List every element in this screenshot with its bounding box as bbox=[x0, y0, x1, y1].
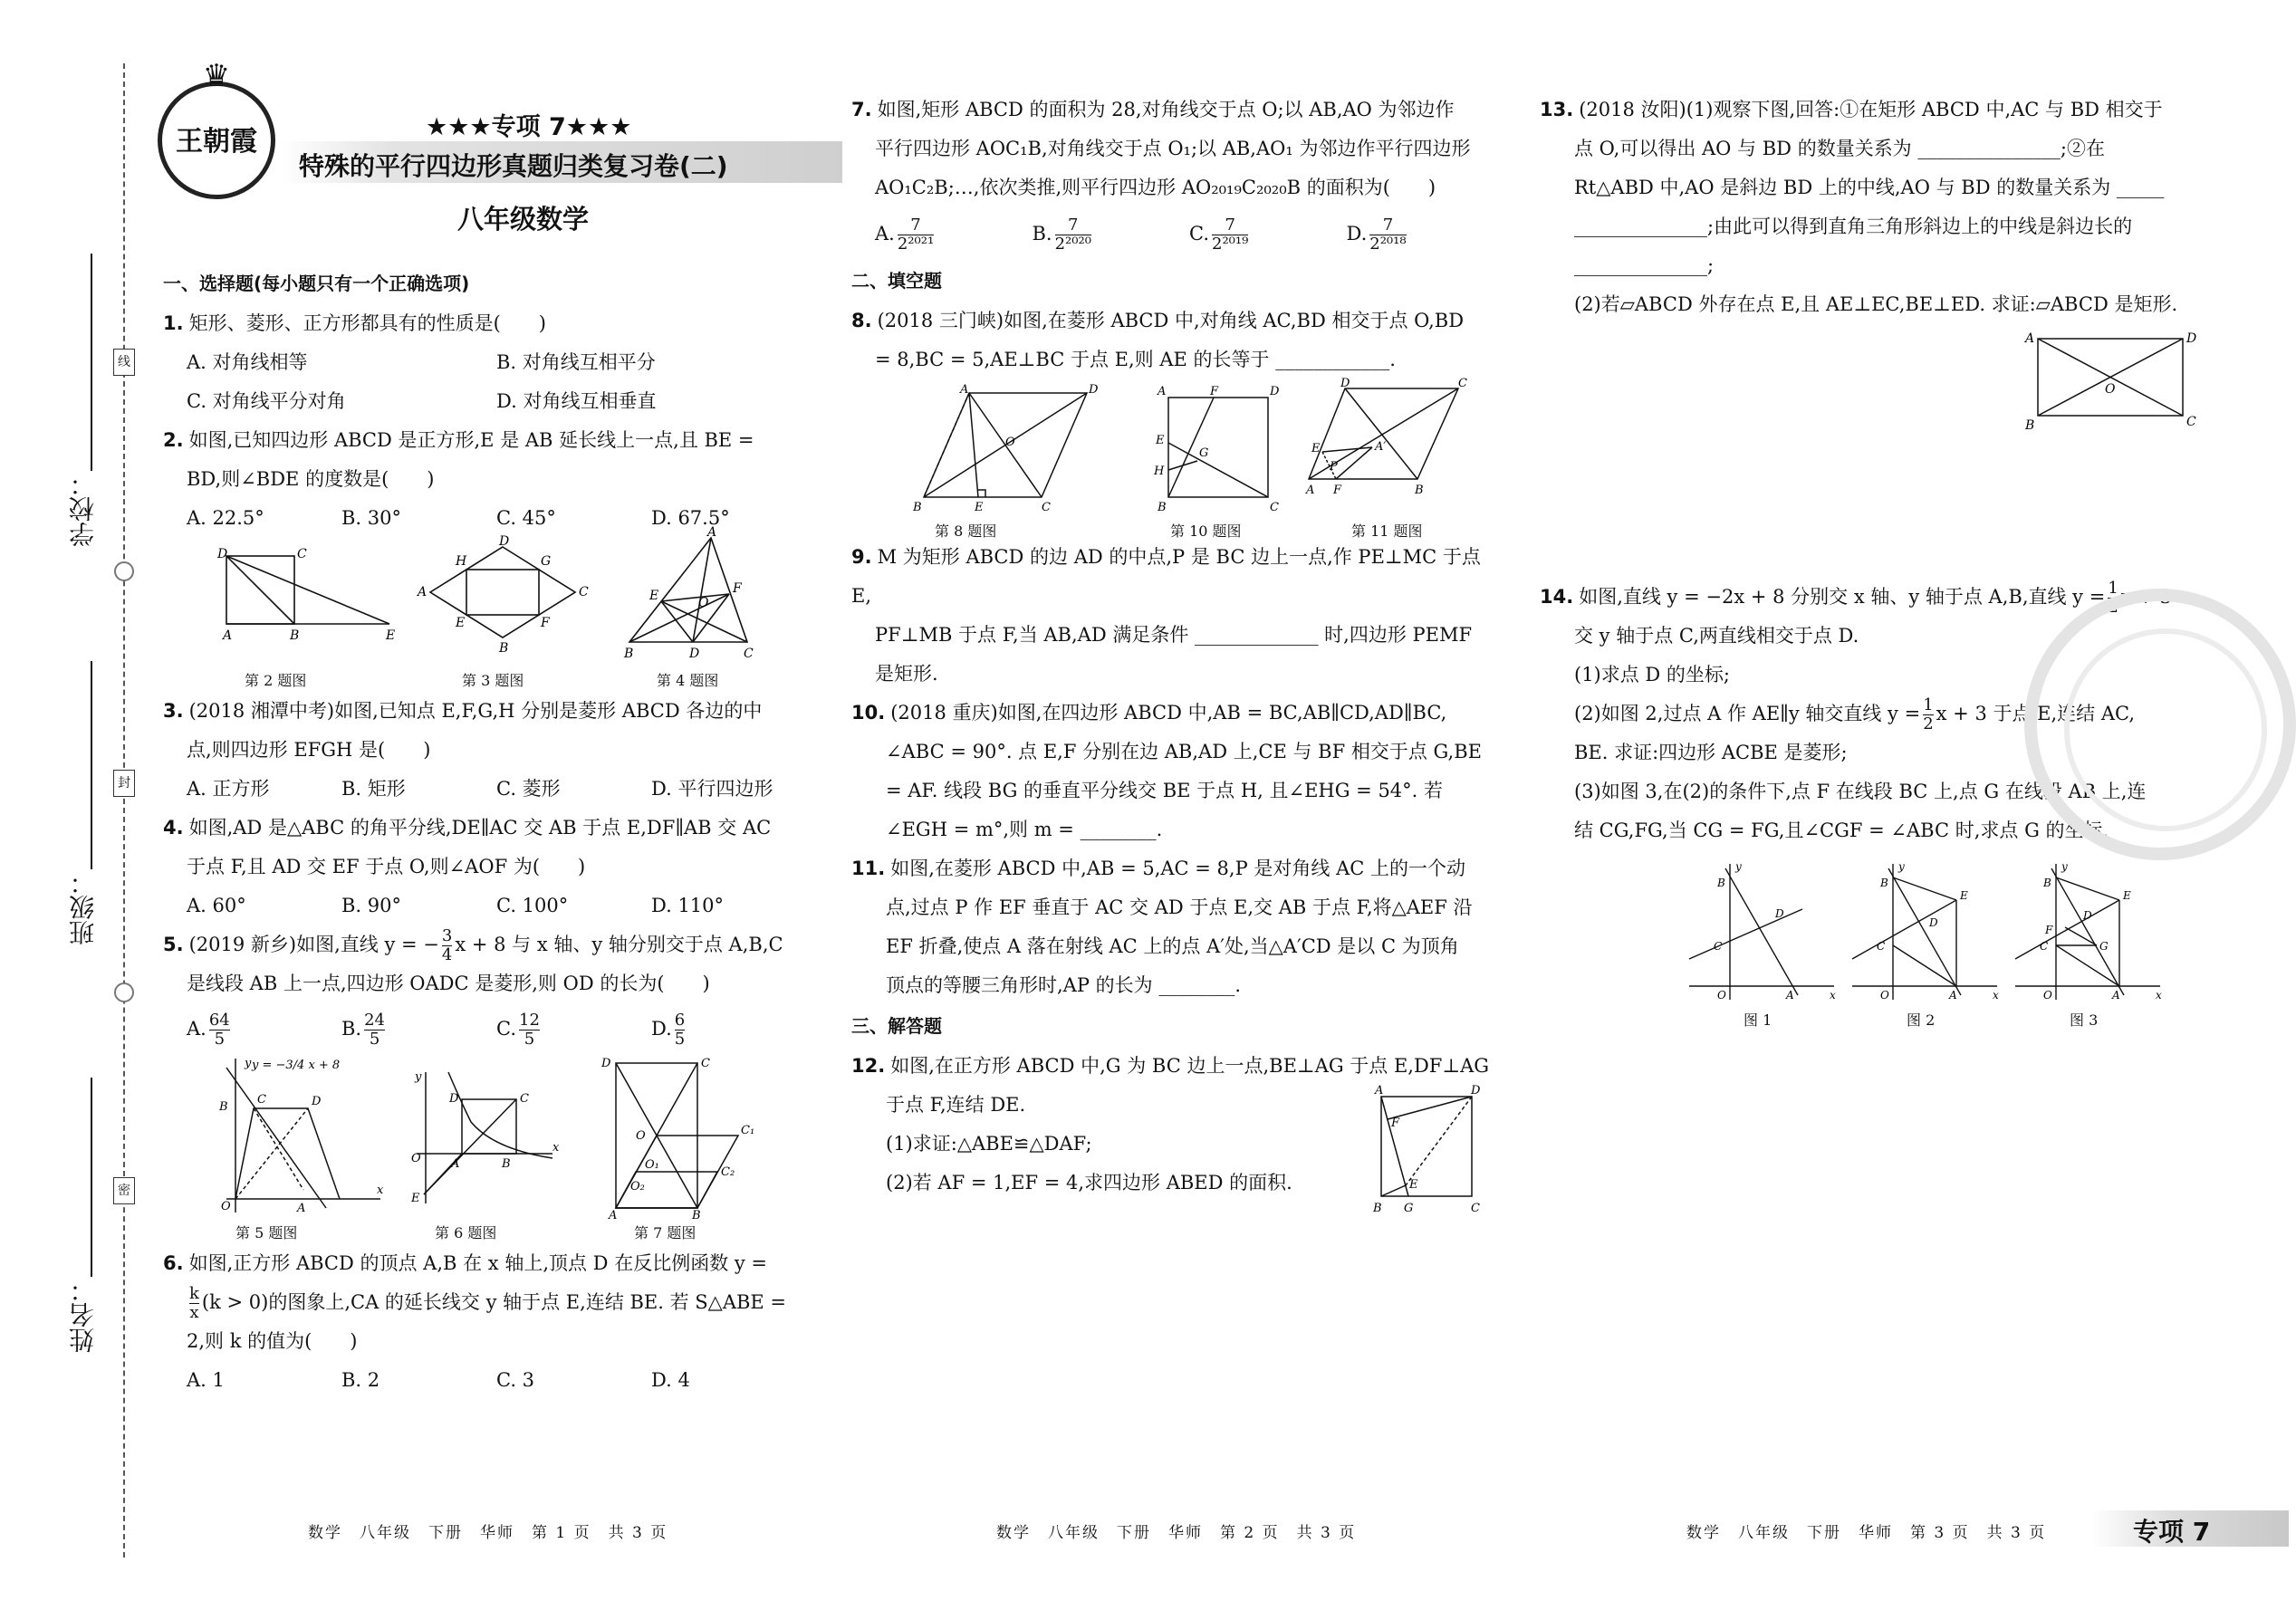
svg-text:x: x bbox=[2156, 989, 2162, 1002]
column-3 bbox=[1540, 91, 2197, 1040]
svg-text:C: C bbox=[744, 647, 754, 661]
option: D. 67.5° bbox=[651, 507, 730, 529]
svg-text:A: A bbox=[1158, 385, 1167, 398]
svg-text:B: B bbox=[1880, 877, 1888, 889]
figure-q12 bbox=[1368, 1083, 1485, 1219]
svg-text:y: y bbox=[1898, 860, 1905, 873]
svg-text:C: C bbox=[1270, 501, 1279, 514]
svg-text:C₁: C₁ bbox=[741, 1124, 755, 1137]
option: D. $\frac{6}{5}$ bbox=[651, 1011, 686, 1049]
column-1 bbox=[163, 263, 806, 1400]
svg-text:F: F bbox=[733, 581, 742, 596]
question-13: 13. (2018 汝阳)(1)观察下图,回答:①在矩形 ABCD 中,AC 与 BD 相交于 点 O,可以得出 AO 与 BD 的数量关系为 _______________;②在 Rt△ABD 中,AO 是斜边 BD 上的中线,AO 与 BD 的数量关系为 _____ ______________;由此可以得到直角三角形斜边上的中线是斜边长的 ______________; (2)若▱ABCD 外存在点 E,且 AE⊥EC,BE⊥ED. 求证:▱ABCD 是矩形. bbox=[1540, 99, 2178, 315]
svg-text:O: O bbox=[2043, 989, 2052, 1002]
name-label: 姓名： bbox=[68, 1277, 98, 1353]
svg-text:B: B bbox=[499, 641, 509, 656]
svg-text:C: C bbox=[1714, 940, 1723, 953]
figures-row-q14 bbox=[1540, 859, 2192, 1040]
footer-tag: 专项 7 bbox=[2133, 1517, 2211, 1547]
figure-q13 bbox=[2020, 330, 2201, 433]
option: B. $\frac{24}{5}$ bbox=[341, 1011, 386, 1049]
svg-text:A: A bbox=[223, 628, 233, 643]
question-1: 1. 矩形、菱形、正方形都具有的性质是( ) A. 对角线相等 B. 对角线互相平分 C. 对角线平分对角 D. 对角线互相垂直 bbox=[163, 304, 806, 421]
school-field[interactable] bbox=[91, 254, 92, 471]
figure-q2 bbox=[217, 547, 399, 665]
option: D. 平行四边形 bbox=[651, 778, 773, 800]
svg-text:C: C bbox=[1471, 1202, 1480, 1215]
page-title: 特殊的平行四边形真题归类复习卷(二) bbox=[299, 151, 728, 181]
svg-text:x: x bbox=[377, 1184, 384, 1197]
figure-14-1 bbox=[1685, 859, 1839, 1004]
option: D. 对角线互相垂直 bbox=[496, 390, 657, 412]
svg-text:D: D bbox=[1471, 1084, 1481, 1098]
svg-text:O: O bbox=[1717, 989, 1726, 1002]
svg-text:D: D bbox=[499, 534, 510, 549]
svg-text:A: A bbox=[960, 383, 969, 397]
svg-text:D: D bbox=[1929, 916, 1938, 929]
question-11: 11. 如图,在菱形 ABCD 中,AB = 5,AC = 8,P 是对角线 AC 上的一个动 点,过点 P 作 EF 垂直于 AC 交 AD 于点 E,交 AB 于点 F,将△AEF 沿 EF 折叠,使点 A 落在射线 AC 上的点 A′处,当△A′CD 是以 C 为顶角 顶点的等腰三角形时,AP 的长为 ________. bbox=[851, 858, 1473, 996]
figure-caption: 图 2 bbox=[1907, 1011, 1936, 1029]
figure-q8 bbox=[906, 384, 1105, 515]
svg-text:x: x bbox=[1830, 989, 1836, 1002]
figure-caption: 第 6 题图 bbox=[435, 1224, 497, 1241]
series-label: ★★★专项 7★★★ bbox=[426, 113, 632, 141]
svg-text:O: O bbox=[2105, 382, 2116, 397]
option: A. $\frac{7}{\text{2²⁰²¹}}$ bbox=[875, 216, 935, 254]
svg-text:D: D bbox=[689, 647, 700, 661]
figure-caption: 第 2 题图 bbox=[245, 672, 307, 689]
svg-text:D: D bbox=[1775, 907, 1784, 920]
question-4: 4. 如图,AD 是△ABC 的角平分线,DE∥AC 交 AB 于点 E,DF∥AB 交 AC 于点 F,且 AD 交 EF 于点 O,则∠AOF 为( ) A. 60° B. 90° C. 100° D. 110° bbox=[163, 809, 806, 925]
binding-margin bbox=[0, 0, 154, 1620]
svg-text:C: C bbox=[1877, 940, 1886, 953]
figures-row-1 bbox=[163, 525, 806, 692]
svg-text:E: E bbox=[411, 1192, 420, 1205]
option: D. 110° bbox=[651, 895, 725, 916]
svg-text:y: y bbox=[2061, 860, 2068, 873]
page-subtitle: 八年级数学 bbox=[457, 204, 590, 235]
svg-text:D: D bbox=[601, 1057, 611, 1070]
svg-text:H: H bbox=[456, 554, 467, 569]
svg-text:A: A bbox=[1949, 989, 1957, 1002]
svg-text:H: H bbox=[1154, 465, 1165, 478]
footer-page-1: 数学 八年级 下册 华师 第 1 页 共 3 页 bbox=[308, 1524, 668, 1542]
svg-text:A′: A′ bbox=[1375, 440, 1387, 454]
brand-name: 王朝霞 bbox=[176, 126, 257, 158]
svg-text:F: F bbox=[2045, 924, 2053, 936]
svg-text:B: B bbox=[502, 1157, 511, 1171]
svg-text:D: D bbox=[2186, 331, 2197, 346]
svg-text:A: A bbox=[707, 525, 717, 540]
brand-logo bbox=[158, 58, 275, 199]
svg-text:F: F bbox=[1210, 385, 1219, 398]
seal-mark-3: 密 bbox=[113, 1177, 135, 1204]
svg-text:A: A bbox=[1375, 1084, 1384, 1098]
section-heading: 二、填空题 bbox=[851, 270, 942, 292]
stamp-inner-ring bbox=[2064, 628, 2267, 831]
school-label: 学校： bbox=[68, 471, 98, 547]
option: C. $\frac{12}{5}$ bbox=[496, 1011, 540, 1049]
svg-text:F: F bbox=[1333, 484, 1342, 497]
option: C. 菱形 bbox=[496, 778, 561, 800]
svg-text:E: E bbox=[649, 589, 659, 603]
svg-text:A: A bbox=[2025, 331, 2035, 346]
svg-text:C: C bbox=[520, 1092, 529, 1106]
question-8: 8. (2018 三门峡)如图,在菱形 ABCD 中,对角线 AC,BD 相交于点 O,BD = 8,BC = 5,AE⊥BC 于点 E,则 AE 的长等于 ____________. bbox=[851, 310, 1465, 370]
question-12: 12. 如图,在正方形 ABCD 中,G 为 BC 边上一点,BE⊥AG 于点 E,DF⊥AG 于点 F,连结 DE. (1)求证:△ABE≌△DAF; (2)若 AF = 1,EF = 4,求四边形 ABED 的面积. A D F E B G C bbox=[851, 1047, 1503, 1203]
svg-text:B: B bbox=[913, 501, 922, 514]
option: D. $\frac{7}{\text{2²⁰¹⁸}}$ bbox=[1346, 216, 1407, 254]
svg-text:B: B bbox=[1717, 877, 1725, 889]
question-6: 6. 如图,正方形 ABCD 的顶点 A,B 在 x 轴上,顶点 D 在反比例函数 y = $\frac{k}{x}$ (k > 0)的图象上,CA 的延长线交 y 轴于点 E,连结 BE. 若 S△ABE = 2,则 k 的值为( ) A. 1 B. 2 C. 3 D. 4 bbox=[163, 1244, 806, 1400]
svg-text:O: O bbox=[1005, 436, 1015, 449]
figure-caption: 图 1 bbox=[1744, 1011, 1772, 1029]
option: B. $\frac{7}{\text{2²⁰²⁰}}$ bbox=[1032, 216, 1091, 254]
option: B. 对角线互相平分 bbox=[496, 351, 656, 373]
svg-text:E: E bbox=[975, 501, 984, 514]
svg-text:y: y bbox=[1735, 860, 1742, 873]
svg-text:D: D bbox=[1089, 383, 1099, 397]
question-2: 2. 如图,已知四边形 ABCD 是正方形,E 是 AB 延长线上一点,且 BE = BD,则∠BDE 的度数是( ) A. 22.5° B. 30° C. 45° D. 67.5° bbox=[163, 421, 806, 538]
section-heading: 三、解答题 bbox=[851, 1015, 942, 1037]
svg-text:A: A bbox=[297, 1202, 306, 1215]
svg-text:O₂: O₂ bbox=[630, 1180, 645, 1193]
class-field[interactable] bbox=[91, 661, 92, 869]
figure-14-3 bbox=[2011, 859, 2165, 1004]
svg-text:D: D bbox=[217, 547, 228, 561]
figure-q3 bbox=[412, 534, 593, 665]
svg-text:y = −3/4 x + 8: y = −3/4 x + 8 bbox=[252, 1059, 341, 1072]
svg-text:A: A bbox=[451, 1157, 460, 1171]
svg-text:A: A bbox=[2112, 989, 2120, 1002]
option: C. 对角线平分对角 bbox=[187, 390, 346, 412]
svg-text:C: C bbox=[2040, 940, 2049, 953]
svg-text:O₁: O₁ bbox=[645, 1158, 659, 1172]
svg-text:D: D bbox=[449, 1092, 459, 1106]
svg-text:A: A bbox=[1786, 989, 1794, 1002]
seal-mark-1: 线 bbox=[113, 349, 135, 376]
svg-text:C: C bbox=[2186, 415, 2196, 429]
svg-text:C: C bbox=[579, 585, 589, 599]
option: B. 90° bbox=[341, 895, 402, 916]
svg-text:E: E bbox=[2123, 889, 2131, 902]
figure-caption: 第 11 题图 bbox=[1351, 522, 1423, 540]
svg-text:D: D bbox=[312, 1095, 322, 1108]
svg-text:A: A bbox=[418, 585, 427, 599]
figure-14-2 bbox=[1848, 859, 2002, 1004]
figure-q6 bbox=[408, 1068, 562, 1213]
svg-text:y: y bbox=[415, 1070, 422, 1084]
figure-caption: 第 8 题图 bbox=[935, 522, 997, 540]
svg-text:O: O bbox=[411, 1152, 421, 1165]
svg-text:B: B bbox=[1373, 1202, 1382, 1215]
svg-text:G: G bbox=[2099, 940, 2109, 953]
option: C. 100° bbox=[496, 895, 569, 916]
figure-caption: 第 4 题图 bbox=[657, 672, 719, 689]
svg-text:E: E bbox=[1409, 1178, 1418, 1192]
svg-text:C: C bbox=[257, 1093, 266, 1107]
svg-text:B: B bbox=[692, 1209, 701, 1222]
svg-text:A: A bbox=[1306, 484, 1315, 497]
figure-caption: 第 10 题图 bbox=[1170, 522, 1242, 540]
seal-mark-2: 封 bbox=[113, 770, 135, 797]
figure-caption: 第 3 题图 bbox=[462, 672, 524, 689]
name-field[interactable] bbox=[91, 1078, 92, 1277]
figure-caption: 第 5 题图 bbox=[235, 1224, 298, 1241]
svg-text:B: B bbox=[219, 1100, 228, 1114]
svg-text:G: G bbox=[541, 554, 552, 569]
svg-text:C: C bbox=[701, 1057, 710, 1070]
option: A. 1 bbox=[187, 1369, 225, 1391]
svg-text:B: B bbox=[290, 628, 300, 643]
svg-text:D: D bbox=[1270, 385, 1280, 398]
svg-text:B: B bbox=[624, 647, 634, 661]
svg-text:y: y bbox=[245, 1057, 252, 1070]
option: C. 3 bbox=[496, 1369, 535, 1391]
svg-text:D: D bbox=[2083, 909, 2092, 922]
option: A. 正方形 bbox=[187, 778, 270, 800]
svg-text:x: x bbox=[552, 1141, 560, 1155]
question-7: 7. 如图,矩形 ABCD 的面积为 28,对角线交于点 O;以 AB,AO 为邻边作 平行四边形 AOC₁B,对角线交于点 O₁;以 AB,AO₁ 为邻边作平行四边形 AO₁C₂B;…,依次类推,则平行四边形 AO₂₀₁₉C₂₀₂₀B 的面积为( ) A. $\frac{7}{\text{2²⁰²¹}}$ B. $\frac{7}{\text{2²⁰²⁰}}$ C. $\frac{7}{\text{2²⁰¹⁹}}$ D. $\frac{7}{\text{2²⁰¹⁸}}$ bbox=[851, 91, 1503, 260]
option: C. $\frac{7}{\text{2²⁰¹⁹}}$ bbox=[1189, 216, 1249, 254]
option: A. 60° bbox=[187, 895, 246, 916]
figure-q11 bbox=[1304, 379, 1476, 511]
svg-text:O: O bbox=[698, 596, 709, 610]
svg-text:D: D bbox=[1340, 377, 1350, 390]
svg-text:C: C bbox=[297, 547, 307, 561]
figure-q5 bbox=[208, 1054, 389, 1217]
svg-text:G: G bbox=[1404, 1202, 1414, 1215]
figure-q4 bbox=[611, 525, 793, 665]
header bbox=[154, 58, 788, 235]
svg-text:B: B bbox=[2043, 877, 2051, 889]
question-10: 10. (2018 重庆)如图,在四边形 ABCD 中,AB = BC,AB∥CD,AD∥BC, ∠ABC = 90°. 点 E,F 分别在边 AB,AD 上,CE 与 BF 相交于点 G,BE = AF. 线段 BG 的垂直平分线交 BE 于点 H, 且∠EHG = 54°. 若 ∠EGH = m°,则 m = ________. bbox=[851, 702, 1482, 840]
footer-page-3: 数学 八年级 下册 华师 第 3 页 共 3 页 bbox=[1686, 1524, 2047, 1542]
figure-q7 bbox=[598, 1054, 761, 1222]
figure-q10 bbox=[1141, 384, 1280, 515]
option: D. 4 bbox=[651, 1369, 690, 1391]
figures-row-2 bbox=[163, 1054, 806, 1244]
option: B. 2 bbox=[341, 1369, 380, 1391]
column-2 bbox=[851, 91, 1503, 1215]
svg-text:x: x bbox=[1993, 989, 1999, 1002]
svg-text:O: O bbox=[1880, 989, 1889, 1002]
figures-row-3 bbox=[851, 379, 1503, 538]
option: C. 45° bbox=[496, 507, 556, 529]
option: A. 22.5° bbox=[187, 507, 264, 529]
crown-icon: ♛ bbox=[202, 58, 231, 94]
svg-text:C: C bbox=[1042, 501, 1051, 514]
svg-text:B: B bbox=[1158, 501, 1167, 514]
option: A. $\frac{64}{5}$ bbox=[187, 1011, 230, 1049]
binding-hole-1 bbox=[114, 561, 134, 581]
svg-text:O: O bbox=[636, 1129, 646, 1143]
svg-text:E: E bbox=[1960, 889, 1968, 902]
question-14: 14. 如图,直线 y = −2x + 8 分别交 x 轴、y 轴于点 A,B,直线 y = $\frac{1}{2}$ x + 3 交 y 轴于点 C,两直线相交于点 D. (1)求点 D 的坐标; (2)如图 2,过点 A 作 AE∥y 轴交直线 y = $\frac{1}{2}$ x + 3 于点 E,连结 AC, BE. 求证:四边形 ACBE 是菱形; (3)如图 3,在(2)的条件下,点 F 在线段 BC 上,点 G 在线段 AB 上,连 结 CG,FG,当 CG = FG,且∠CGF = ∠ABC 时,求点 G 的坐标. bbox=[1540, 579, 2172, 841]
svg-text:F: F bbox=[541, 616, 550, 630]
class-label: 班级： bbox=[68, 869, 98, 945]
footer-page-2: 数学 八年级 下册 华师 第 2 页 共 3 页 bbox=[996, 1524, 1357, 1542]
question-3: 3. (2018 湘潭中考)如图,已知点 E,F,G,H 分别是菱形 ABCD 各边的中 点,则四边形 EFGH 是( ) A. 正方形 B. 矩形 C. 菱形 D. 平行四边形 bbox=[163, 692, 806, 809]
svg-text:E: E bbox=[386, 628, 396, 643]
svg-text:C: C bbox=[1458, 377, 1467, 390]
svg-text:F: F bbox=[1391, 1117, 1400, 1130]
svg-text:A: A bbox=[609, 1209, 618, 1222]
binding-cut-line bbox=[123, 63, 125, 1558]
secret-stamp-watermark bbox=[2024, 589, 2296, 860]
svg-text:P: P bbox=[1330, 460, 1338, 474]
question-9: 9. M 为矩形 ABCD 的边 AD 的中点,P 是 BC 边上一点,作 PE⊥MC 于点 E, PF⊥MB 于点 F,当 AB,AD 满足条件 _____________ 时,四边形 PEMF 是矩形. bbox=[851, 546, 1481, 685]
svg-text:B: B bbox=[2025, 418, 2035, 433]
svg-text:B: B bbox=[1415, 484, 1424, 497]
option: B. 30° bbox=[341, 507, 402, 529]
figure-caption: 图 3 bbox=[2070, 1011, 2099, 1029]
svg-text:E: E bbox=[1156, 434, 1165, 447]
option: B. 矩形 bbox=[341, 778, 406, 800]
svg-text:E: E bbox=[456, 616, 466, 630]
svg-text:G: G bbox=[1199, 446, 1209, 460]
section-heading: 一、选择题(每小题只有一个正确选项) bbox=[163, 273, 470, 294]
svg-text:E: E bbox=[1311, 442, 1321, 455]
binding-hole-2 bbox=[114, 983, 134, 1002]
svg-text:O: O bbox=[221, 1200, 231, 1213]
svg-text:C₂: C₂ bbox=[721, 1165, 735, 1179]
question-5: 5. (2019 新乡)如图,直线 y = − $\frac{3}{4}$ x + 8 与 x 轴、y 轴分别交于点 A,B,C 是线段 AB 上一点,四边形 OADC 是菱形,则 OD 的长为( ) A. $\frac{64}{5}$ B. $\frac{24}{5}$ C. $\frac{12}{5}$ D. $\frac{6}{5}$ bbox=[163, 925, 806, 1054]
option: A. 对角线相等 bbox=[187, 351, 308, 373]
figure-caption: 第 7 题图 bbox=[634, 1224, 696, 1241]
